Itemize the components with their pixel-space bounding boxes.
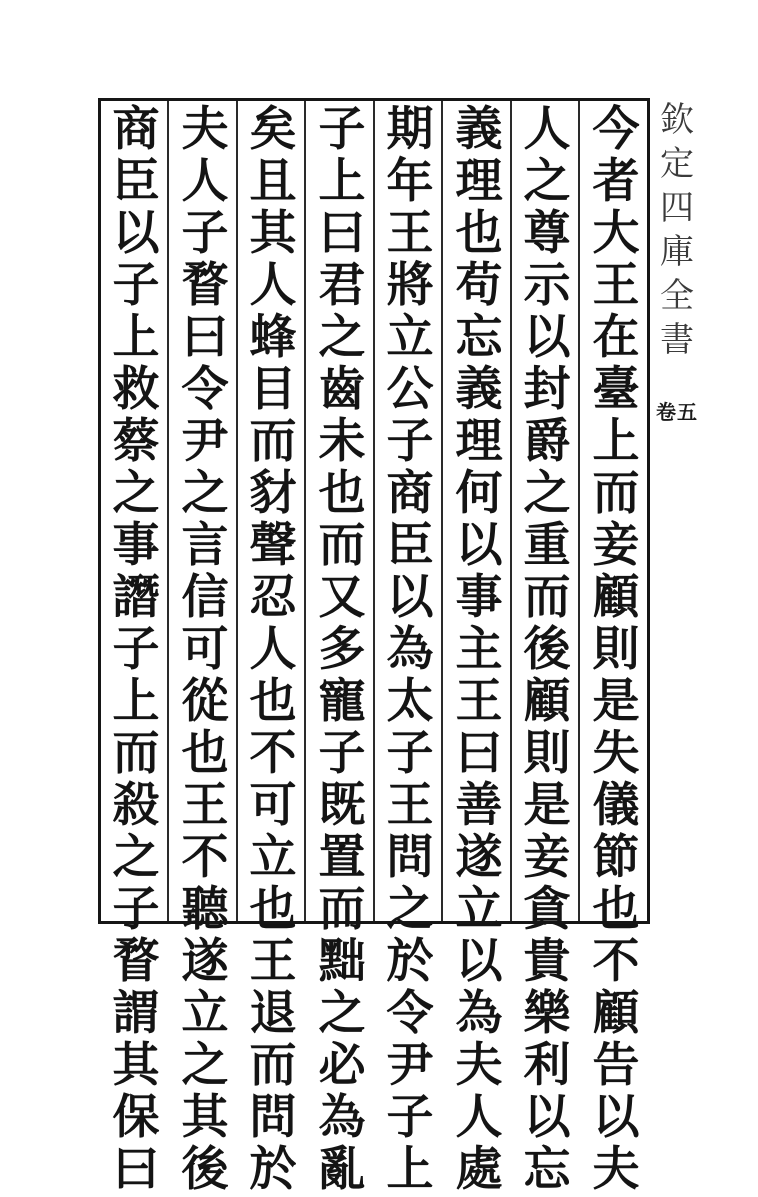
column-char: 以 [523, 310, 571, 365]
column-char: 告 [592, 1038, 640, 1093]
column-char: 示 [523, 258, 571, 313]
column-char: 既 [318, 778, 366, 833]
column-char: 於 [249, 1142, 297, 1197]
column-char: 貴 [523, 934, 571, 989]
text-column [380, 102, 440, 1197]
column-char: 齒 [318, 362, 366, 417]
column-char: 不 [592, 934, 640, 989]
column-char: 商 [386, 466, 434, 521]
column-char: 臺 [592, 362, 640, 417]
column-char: 人 [181, 154, 229, 209]
column-char: 王 [386, 206, 434, 261]
column-char: 之 [181, 1038, 229, 1093]
column-char: 儀 [592, 778, 640, 833]
column-char: 善 [455, 778, 503, 833]
column-char: 立 [386, 310, 434, 365]
column-char: 問 [249, 1090, 297, 1145]
column-char: 今 [592, 102, 640, 157]
column-char: 為 [455, 986, 503, 1041]
column-char: 王 [455, 674, 503, 729]
column-char: 之 [386, 882, 434, 937]
column-char: 之 [112, 466, 160, 521]
column-rule [510, 101, 512, 921]
text-column [517, 102, 577, 1197]
margin-title-char: 庫 [660, 232, 694, 272]
column-char: 為 [318, 1090, 366, 1145]
column-char: 忘 [523, 1142, 571, 1197]
column-char: 顧 [592, 986, 640, 1041]
column-char: 義 [455, 102, 503, 157]
column-char: 夫 [181, 102, 229, 157]
column-char: 令 [386, 986, 434, 1041]
column-char: 年 [386, 154, 434, 209]
column-char: 不 [181, 830, 229, 885]
column-char: 之 [181, 466, 229, 521]
column-char: 遂 [455, 830, 503, 885]
column-char: 利 [523, 1038, 571, 1093]
column-char: 尹 [181, 414, 229, 469]
column-rule [373, 101, 375, 921]
column-char: 目 [249, 362, 297, 417]
column-char: 聽 [181, 882, 229, 937]
column-char: 忍 [249, 570, 297, 625]
column-char: 期 [386, 102, 434, 157]
margin-title-char: 全 [660, 276, 694, 316]
column-char: 事 [112, 518, 160, 573]
column-char: 子 [181, 206, 229, 261]
column-char: 王 [181, 778, 229, 833]
column-char: 問 [386, 830, 434, 885]
column-char: 曰 [318, 206, 366, 261]
column-char: 臣 [112, 154, 160, 209]
column-char: 曰 [455, 726, 503, 781]
column-char: 尹 [386, 1038, 434, 1093]
margin-title-char: 定 [660, 144, 694, 184]
text-column [312, 102, 372, 1197]
column-char: 立 [455, 882, 503, 937]
column-char: 多 [318, 622, 366, 677]
column-char: 蔡 [112, 414, 160, 469]
column-char: 而 [318, 882, 366, 937]
column-char: 忘 [455, 310, 503, 365]
column-char: 未 [318, 414, 366, 469]
column-char: 且 [249, 154, 297, 209]
column-char: 人 [249, 622, 297, 677]
column-char: 處 [455, 1142, 503, 1197]
column-char: 則 [523, 726, 571, 781]
column-char: 上 [386, 1142, 434, 1197]
column-rule [167, 101, 169, 921]
column-char: 之 [318, 310, 366, 365]
column-char: 而 [318, 518, 366, 573]
column-char: 曰 [112, 1142, 160, 1197]
column-char: 事 [455, 570, 503, 625]
column-char: 置 [318, 830, 366, 885]
column-char: 蜂 [249, 310, 297, 365]
column-char: 是 [523, 778, 571, 833]
column-char: 從 [181, 674, 229, 729]
column-char: 封 [523, 362, 571, 417]
column-char: 是 [592, 674, 640, 729]
text-column [175, 102, 235, 1197]
column-char: 豺 [249, 466, 297, 521]
column-rule [578, 101, 580, 921]
column-char: 重 [523, 518, 571, 573]
column-char: 貪 [523, 882, 571, 937]
column-char: 而 [592, 466, 640, 521]
column-rule [441, 101, 443, 921]
column-char: 令 [181, 362, 229, 417]
column-char: 而 [249, 414, 297, 469]
margin-title-char: 書 [660, 320, 694, 360]
column-char: 立 [181, 986, 229, 1041]
column-char: 人 [455, 1090, 503, 1145]
column-char: 節 [592, 830, 640, 885]
column-char: 妾 [592, 518, 640, 573]
column-char: 而 [249, 1038, 297, 1093]
column-char: 以 [455, 518, 503, 573]
column-char: 子 [318, 726, 366, 781]
column-char: 以 [386, 570, 434, 625]
column-char: 義 [455, 362, 503, 417]
column-char: 也 [249, 674, 297, 729]
column-char: 之 [523, 466, 571, 521]
column-char: 可 [249, 778, 297, 833]
column-char: 則 [592, 622, 640, 677]
column-char: 苟 [455, 258, 503, 313]
column-char: 顧 [523, 674, 571, 729]
column-char: 理 [455, 154, 503, 209]
column-char: 理 [455, 414, 503, 469]
column-char: 顧 [592, 570, 640, 625]
column-char: 上 [592, 414, 640, 469]
column-char: 於 [386, 934, 434, 989]
column-char: 之 [523, 154, 571, 209]
column-char: 臣 [386, 518, 434, 573]
column-char: 立 [249, 830, 297, 885]
column-char: 亂 [318, 1142, 366, 1197]
column-char: 殺 [112, 778, 160, 833]
column-char: 而 [523, 570, 571, 625]
column-char: 以 [523, 1090, 571, 1145]
column-char: 子 [386, 414, 434, 469]
column-char: 者 [592, 154, 640, 209]
column-char: 其 [249, 206, 297, 261]
column-char: 保 [112, 1090, 160, 1145]
column-char: 王 [386, 778, 434, 833]
column-char: 上 [112, 310, 160, 365]
column-char: 譖 [112, 570, 160, 625]
column-char: 子 [318, 102, 366, 157]
column-char: 子 [112, 882, 160, 937]
column-char: 太 [386, 674, 434, 729]
column-char: 樂 [523, 986, 571, 1041]
margin-title-char: 四 [660, 188, 694, 228]
text-column [106, 102, 166, 1197]
column-char: 而 [112, 726, 160, 781]
column-char: 聲 [249, 518, 297, 573]
column-char: 失 [592, 726, 640, 781]
column-char: 王 [249, 934, 297, 989]
column-char: 也 [592, 882, 640, 937]
column-char: 其 [112, 1038, 160, 1093]
column-char: 必 [318, 1038, 366, 1093]
column-char: 救 [112, 362, 160, 417]
column-char: 以 [112, 206, 160, 261]
column-char: 以 [455, 934, 503, 989]
column-char: 子 [386, 1090, 434, 1145]
column-char: 瞀 [112, 934, 160, 989]
column-char: 其 [181, 1090, 229, 1145]
column-char: 爵 [523, 414, 571, 469]
column-char: 子 [112, 258, 160, 313]
column-char: 也 [181, 726, 229, 781]
column-char: 子 [112, 622, 160, 677]
column-char: 曰 [181, 310, 229, 365]
column-char: 將 [386, 258, 434, 313]
column-char: 妾 [523, 830, 571, 885]
column-char: 大 [592, 206, 640, 261]
column-char: 在 [592, 310, 640, 365]
text-column [586, 102, 646, 1197]
column-char: 遂 [181, 934, 229, 989]
column-char: 不 [249, 726, 297, 781]
column-char: 也 [455, 206, 503, 261]
column-char: 寵 [318, 674, 366, 729]
column-char: 上 [318, 154, 366, 209]
column-char: 之 [318, 986, 366, 1041]
column-char: 也 [249, 882, 297, 937]
column-char: 之 [112, 830, 160, 885]
column-char: 人 [523, 102, 571, 157]
column-char: 子 [386, 726, 434, 781]
column-char: 以 [592, 1090, 640, 1145]
column-rule [236, 101, 238, 921]
column-char: 可 [181, 622, 229, 677]
column-char: 後 [181, 1142, 229, 1197]
column-char: 信 [181, 570, 229, 625]
column-char: 上 [112, 674, 160, 729]
column-char: 謂 [112, 986, 160, 1041]
column-char: 後 [523, 622, 571, 677]
juan-mark: 卷五 [656, 400, 698, 424]
margin-title-char: 欽 [660, 100, 694, 140]
column-char: 言 [181, 518, 229, 573]
text-column [449, 102, 509, 1197]
column-char: 黜 [318, 934, 366, 989]
column-char: 公 [386, 362, 434, 417]
column-char: 也 [318, 466, 366, 521]
column-char: 退 [249, 986, 297, 1041]
column-char: 夫 [455, 1038, 503, 1093]
column-char: 何 [455, 466, 503, 521]
column-char: 人 [249, 258, 297, 313]
column-char: 矣 [249, 102, 297, 157]
column-char: 又 [318, 570, 366, 625]
column-char: 夫 [592, 1142, 640, 1197]
margin-title-strip [655, 100, 699, 620]
column-char: 商 [112, 102, 160, 157]
column-char: 為 [386, 622, 434, 677]
column-char: 君 [318, 258, 366, 313]
column-char: 主 [455, 622, 503, 677]
column-char: 瞀 [181, 258, 229, 313]
column-char: 尊 [523, 206, 571, 261]
text-column [243, 102, 303, 1197]
column-char: 王 [592, 258, 640, 313]
column-rule [304, 101, 306, 921]
